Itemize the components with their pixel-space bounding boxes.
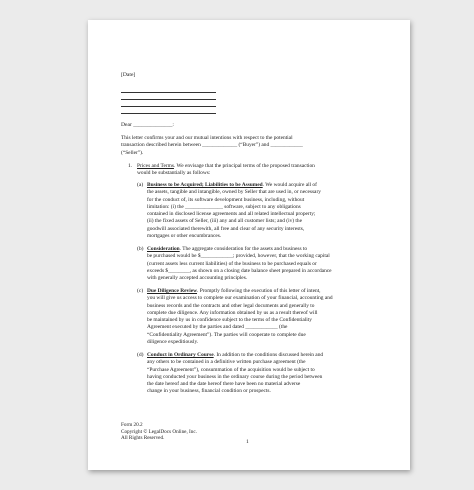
item-d-line: change in your business, financial condition or prospects. [147,388,271,395]
item-b-text: . The aggregate consideration for the assets and business to [179,246,308,252]
salutation: Dear ______________: [121,122,174,128]
section-1-paragraph [137,163,315,178]
item-a-line: (ii) the fixed assets of Seller, (iii) any and all customer lists; and (iv) the [147,218,303,225]
item-c-line: complete due diligence. Any information obtained by us as a result thereof will [147,309,318,316]
item-a-heading: Business to be Acquired; Liabilities to be Assumed [147,182,263,188]
item-a-line: limitation: (i) the ______________ software, subject to any obligations [147,203,301,210]
item-c-label: (c) [137,288,144,294]
intro-line: (“Seller”). [121,149,144,156]
section-1-text: . We envisage that the principal terms of the proposed transaction [173,163,315,169]
item-c-line: be maintained by us in confidence subject to the terms of the Confidentiality [147,317,312,324]
item-b-line: exceeds $________, as shown on a closing date balance sheet prepared in accordance [147,267,332,274]
item-a-line: for the conduct of, its software development business, including, without [147,196,305,203]
section-1-heading: Prices and Terms [137,163,174,169]
item-c-text: . Promptly following the execution of this letter of intent, [197,288,321,294]
item-c-line: business records and the contracts and other legal documents and generally to [147,302,315,309]
item-a-line: mortgages or other encumbrances. [147,233,222,240]
document-page [88,20,410,470]
item-c-line: diligence expeditiously. [147,339,199,346]
page-number: 1 [246,439,249,445]
intro-paragraph [121,135,303,157]
item-a-line: the assets, tangible and intangible, owned by Seller that are used in, or necessary [147,189,321,196]
item-d-heading: Conduct in Ordinary Course [147,352,214,358]
item-d-line: the date hereof and the date hereof there have been no material adverse [147,381,301,388]
item-a-line: contained in disclosed license agreements and all related intellectual property; [147,211,316,218]
item-a-label: (a) [137,182,144,188]
date-placeholder: [Date] [121,72,136,78]
item-d-line: having conducted your business in the ordinary course during the period between [147,373,323,380]
section-1-number: 1. [128,163,133,169]
item-d-line: “Purchase Agreement”), consummation of the acquisition would be subject to [147,366,315,373]
item-a-line: goodwill associated therewith, all free and clear of any security interests, [147,225,305,232]
intro-line: transaction described herein between _____________ (“Buyer”) and ____________ [121,142,303,149]
footer [121,422,197,442]
item-d-text: . In addition to the conditions discussed herein and [213,352,324,358]
item-b-line: be purchased would be $____________; provided, however, that the working capital [147,253,330,260]
item-c-heading: Due Diligence Review [147,288,198,294]
item-b-paragraph [147,246,332,282]
item-c-line: “Confidentiality Agreement”). The parties will cooperate to complete due [147,331,306,338]
item-a-paragraph [147,182,321,240]
item-d-line: any others to be contained in a definitive written purchase agreement (the [147,359,306,366]
item-d-paragraph [147,352,323,396]
item-b-line: with generally accepted accounting principles. [147,275,248,282]
item-a-line [147,182,321,189]
item-c-line: you will give us access to complete our examination of your financial, accounting and [147,295,333,302]
footer-rights: All Rights Reserved. [121,435,165,441]
address-line-3 [121,106,216,107]
footer-copyright: Copyright © LegalDocs Online, Inc. [121,428,197,435]
item-c-line: Agreement executed by the parties and dated ____________ (the [147,324,288,331]
item-d-label: (d) [137,352,144,358]
intro-line: This letter confirms your and our mutual intentions with respect to the potential [121,135,293,141]
address-line-1 [121,92,216,93]
address-line-4 [121,113,216,114]
item-a-text: . We would acquire all of [262,182,317,188]
item-c-paragraph [147,288,333,346]
item-b-label: (b) [137,246,144,252]
footer-form-number: Form 20.2 [121,422,143,428]
address-line-2 [121,99,216,100]
item-b-heading: Consideration [147,246,180,252]
section-1-line: would be substantially as follows: [137,170,211,177]
item-b-line: (current assets less current liabilities) of the business to be purchased equals or [147,260,317,267]
